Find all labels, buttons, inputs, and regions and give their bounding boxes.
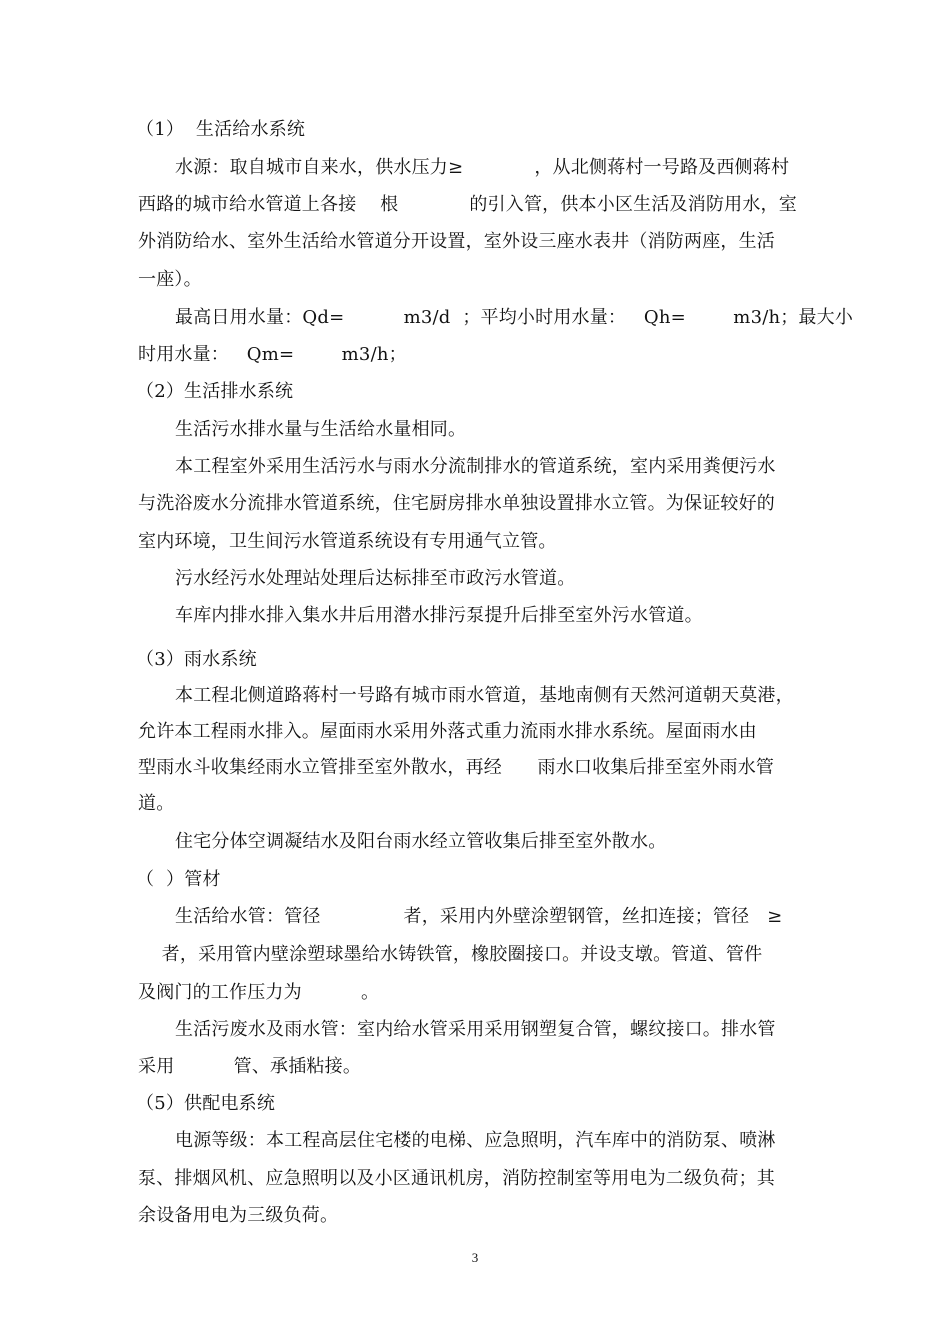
paragraph-line: 生活污废水及雨水管：室内给水管采用采用钢塑复合管，螺纹接口。排水管 [175,1019,776,1040]
paragraph-line: 采用 管、承插粘接。 [138,1056,362,1077]
paragraph-line: 道。 [138,793,175,814]
paragraph-line: 余设备用电为三级负荷。 [138,1205,339,1226]
paragraph-line: 车库内排水排入集水井后用潜水排污泵提升后排至室外污水管道。 [175,605,703,626]
paragraph-line: 者，采用管内壁涂塑球墨给水铸铁管，橡胶圈接口。并设支墩。管道、管件 [138,944,763,965]
paragraph-line: 及阀门的工作压力为 。 [138,982,380,1003]
paragraph-line: 西路的城市给水管道上各接 根 的引入管，供本小区生活及消防用水，室 [138,194,797,215]
paragraph-line: 生活给水管：管径 者，采用内外壁涂塑钢管，丝扣连接；管径 ≥ [175,906,783,927]
paragraph-line: 本工程室外采用生活污水与雨水分流制排水的管道系统，室内采用粪便污水 [175,456,776,477]
section-heading-water-supply: （1） 生活给水系统 [136,119,306,140]
paragraph-line: 与洗浴废水分流排水管道系统，住宅厨房排水单独设置排水立管。为保证较好的 [138,493,775,514]
page-number: 3 [471,1250,479,1265]
paragraph-line: 住宅分体空调凝结水及阳台雨水经立管收集后排至室外散水。 [175,831,667,852]
paragraph-line: 本工程北侧道路蒋村一号路有城市雨水管道，基地南侧有天然河道朝天莫港， [175,685,794,706]
paragraph-line: 外消防给水、室外生活给水管道分开设置，室外设三座水表井（消防两座，生活 [138,231,775,252]
paragraph-line: 泵、排烟风机、应急照明以及小区通讯机房，消防控制室等用电为二级负荷；其 [138,1168,775,1189]
section-heading-rainwater: （3）雨水系统 [136,649,257,670]
paragraph-line: 型雨水斗收集经雨水立管排至室外散水，再经 雨水口收集后排至室外雨水管 [138,757,775,778]
paragraph-line: 一座）。 [138,269,202,290]
paragraph-line: 电源等级：本工程高层住宅楼的电梯、应急照明，汽车库中的消防泵、喷淋 [175,1130,776,1151]
paragraph-line: 污水经污水处理站处理后达标排至市政污水管道。 [175,568,576,589]
section-heading-drainage: （2）生活排水系统 [136,381,294,402]
paragraph-line: 生活污水排水量与生活给水量相同。 [175,419,467,440]
paragraph-line: 室内环境，卫生间污水管道系统设有专用通气立管。 [138,531,557,552]
section-heading-power: （5）供配电系统 [136,1093,276,1114]
paragraph-line: 允许本工程雨水排入。屋面雨水采用外落式重力流雨水排水系统。屋面雨水由 [138,721,757,742]
section-heading-pipes: （ ）管材 [136,869,221,890]
paragraph-line: 水源：取自城市自来水，供水压力≥ ，从北侧蒋村一号路及西侧蒋村 [175,157,790,178]
paragraph-line: 最高日用水量：Qd= m3/d ；平均小时用水量： Qh= m3/h；最大小 [175,307,854,328]
paragraph-line: 时用水量： Qm= m3/h； [138,344,407,365]
